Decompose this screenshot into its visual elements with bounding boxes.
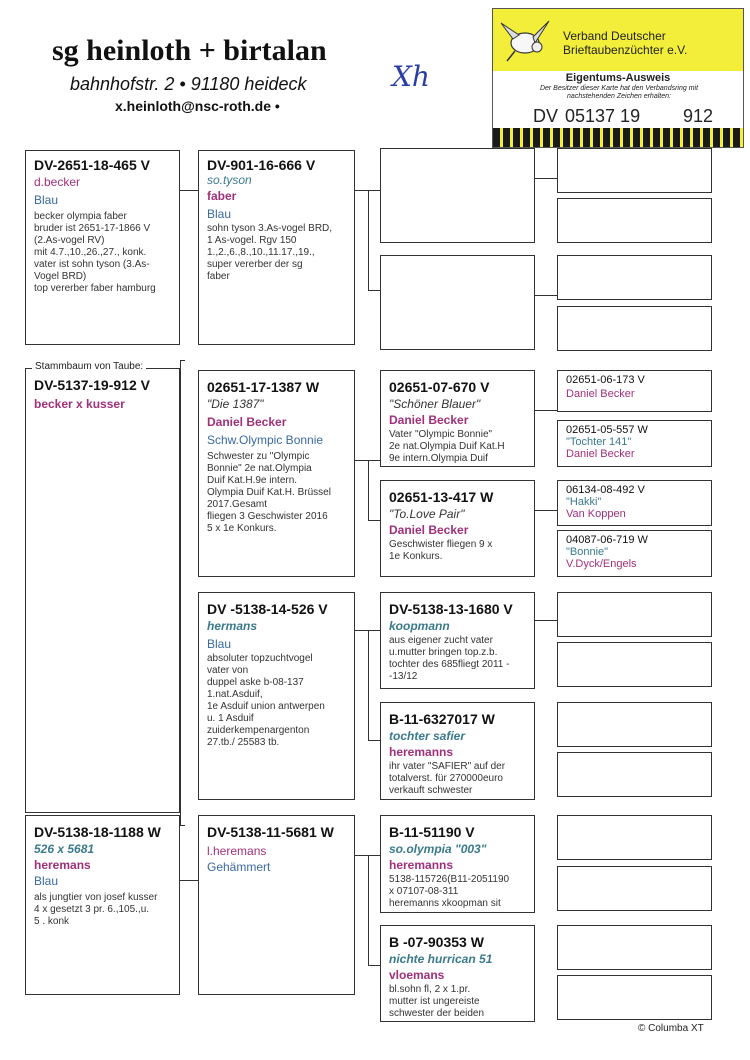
dam-sire-note: absoluter topzuchtvogel vater von duppel aske b-08-137 1.nat.Asduif, 1e Asduif union antwerpen u. 1 Asduif zuiderkempenargenton 27.tb./ 25583 tb. xyxy=(207,653,325,748)
g5-fmmf-owner: Van Koppen xyxy=(566,508,626,520)
dam-dam-owner: l.heremans xyxy=(207,844,267,858)
dam-owner: heremans xyxy=(34,858,91,872)
mf-dam-ring: B-11-6327017 W xyxy=(389,711,495,727)
mm-sire-owner: heremanns xyxy=(389,858,454,872)
g5-fmff-owner: Daniel Becker xyxy=(566,388,635,400)
mf-dam-note: ihr vater "SAFIER" auf der totalverst. für 270000euro verkauft schwester xyxy=(389,761,506,796)
g5-empty-7 xyxy=(557,702,712,747)
dam-sire-card xyxy=(198,592,355,800)
pedigree-label: Stammbaum von Taube: xyxy=(32,361,146,372)
g5-fmmf-name: "Hakki" xyxy=(566,496,602,508)
sire-dam-color: Schw.Olympic Bonnie xyxy=(207,433,324,447)
dam-dam-card xyxy=(198,815,355,995)
dam-name: 526 x 5681 xyxy=(34,842,95,856)
fm-dam-note: Geschwister fliegen 9 x 1e Konkurs. xyxy=(389,539,493,562)
footer-copyright: © Columba XT xyxy=(638,1023,704,1034)
mm-dam-note: bl.sohn fl, 2 x 1.pr. mutter ist ungereiste schwester der beiden xyxy=(389,984,485,1019)
fm-dam-name: "To.Love Pair" xyxy=(389,507,465,521)
mm-sire-note: 5138-115726(B11-2051190 x 07107-08-311 heremanns xkoopman sit xyxy=(389,874,510,909)
mf-dam-card xyxy=(380,702,535,800)
pigeon-logo xyxy=(499,15,551,65)
g5-empty-10 xyxy=(557,866,712,911)
g5-empty-2 xyxy=(557,198,712,243)
dam-dam-color: Gehämmert xyxy=(207,860,271,874)
g5-empty-9 xyxy=(557,815,712,860)
org-name-1: Verband Deutscher xyxy=(563,29,666,43)
mm-sire-ring: B-11-51190 V xyxy=(389,824,475,840)
card-ornament-band xyxy=(493,128,743,147)
sire-dam-note: Schwester zu "Olympic Bonnie" 2e nat.Olympia Duif Kat.H.9e intern. Olympia Duif Kat.H. Brüssel 2017.Gesamt fliegen 3 Geschwister 2016 5 x 1e Konkurs. xyxy=(207,451,331,534)
g5-fmfm-owner: Daniel Becker xyxy=(566,448,635,460)
dam-ring: DV-5138-18-1188 W xyxy=(34,824,161,840)
mm-sire-card xyxy=(380,815,535,913)
fm-dam-card xyxy=(380,480,535,577)
dam-dam-ring: DV-5138-11-5681 W xyxy=(207,824,334,840)
g5-fmmm-name: "Bonnie" xyxy=(566,546,609,558)
card-title: Eigentums-Ausweis xyxy=(565,72,671,84)
card-text: Der Besitzer dieser Karte hat den Verbandsring mit nachstehenden Zeichen erhalten: xyxy=(539,85,699,100)
fm-dam-owner: Daniel Becker xyxy=(389,523,469,537)
g5-empty-8 xyxy=(557,752,712,797)
fm-dam-ring: 02651-13-417 W xyxy=(389,489,494,505)
g5-fmmf-card xyxy=(557,480,712,526)
fm-sire-ring: 02651-07-670 V xyxy=(389,379,490,395)
sire-sire-note: sohn tyson 3.As-vogel BRD, 1 As-vogel. Rgv 150 1.,2.,6.,8.,10.,11.17.,19., super vererber der sg faber xyxy=(207,223,333,282)
sire-dam-card xyxy=(198,370,355,577)
g5-fmfm-name: "Tochter 141" xyxy=(566,436,632,448)
g5-empty-3 xyxy=(557,255,712,300)
g5-empty-4 xyxy=(557,306,712,351)
subject-card xyxy=(25,368,180,813)
dam-sire-color: Blau xyxy=(207,637,232,651)
mm-dam-name: nichte hurrican 51 xyxy=(389,952,493,966)
dam-sire-name: hermans xyxy=(207,619,258,633)
sire-dam-name: "Die 1387" xyxy=(207,397,264,411)
sire-dam-owner: Daniel Becker xyxy=(207,415,287,429)
g5-fmfm-card xyxy=(557,420,712,467)
sire-note: becker olympia faber bruder ist 2651-17-1866 V (2.As-vogel RV) mit 4.7.,10.,26.,27., konk. vater ist sohn tyson (3.As- Vogel BRD) top vererber faber hamburg xyxy=(34,211,156,294)
mf-dam-name: tochter safier xyxy=(389,729,466,743)
fm-sire-name: "Schöner Blauer" xyxy=(389,397,481,411)
subject-ring: DV-5137-19-912 V xyxy=(34,377,150,393)
g5-fmff-card xyxy=(557,370,712,412)
signature: Xh xyxy=(392,60,430,93)
breeder-title: sg heinloth + birtalan xyxy=(52,34,327,67)
g5-fmmf-ring: 06134-08-492 V xyxy=(566,484,645,496)
g5-empty-1 xyxy=(557,148,712,193)
breeder-email: x.heinloth@nsc-roth.de • xyxy=(115,98,280,114)
dam-color: Blau xyxy=(34,874,59,888)
subject-name: becker x kusser xyxy=(34,397,125,411)
sire-sire-card xyxy=(198,150,355,345)
mm-sire-name: so.olympia "003" xyxy=(389,842,487,856)
g5-fmff-ring: 02651-06-173 V xyxy=(566,374,645,386)
breeder-address: bahnhofstr. 2 • 91180 heideck xyxy=(70,74,307,94)
sire-owner: d.becker xyxy=(34,175,81,189)
g5-empty-6 xyxy=(557,642,712,687)
sire-sire-color: Blau xyxy=(207,207,232,221)
g5-fmmm-card xyxy=(557,530,712,577)
g5-fmmm-ring: 04087-06-719 W xyxy=(566,534,648,546)
mm-dam-ring: B -07-90353 W xyxy=(389,934,484,950)
sire-card xyxy=(25,150,180,345)
sire-color: Blau xyxy=(34,193,59,207)
card-ring-number: 05137 19 xyxy=(565,106,641,126)
ff-sire-empty xyxy=(380,148,535,243)
g5-empty-11 xyxy=(557,925,712,970)
fm-sire-note: Vater "Olympic Bonnie" 2e nat.Olympia Duif Kat.H 9e intern.Olympia Duif xyxy=(389,429,505,464)
mf-dam-owner: heremanns xyxy=(389,745,454,759)
card-ring-prefix: DV xyxy=(533,106,559,126)
dam-note: als jungtier von josef kusser 4 x gesetzt 3 pr. 6.,105.,u. 5 . konk xyxy=(34,892,158,927)
fm-sire-owner: Daniel Becker xyxy=(389,413,469,427)
dam-sire-ring: DV -5138-14-526 V xyxy=(207,601,328,617)
g5-empty-5 xyxy=(557,592,712,637)
dam-card xyxy=(25,815,180,995)
g5-empty-12 xyxy=(557,975,712,1020)
mf-sire-name: koopmann xyxy=(389,619,450,633)
card-ring-suffix: 912 xyxy=(683,106,714,126)
sire-sire-name: so.tyson xyxy=(207,173,252,187)
mf-sire-card xyxy=(380,592,535,689)
sire-dam-ring: 02651-17-1387 W xyxy=(207,379,320,395)
sire-sire-owner: faber xyxy=(207,189,237,203)
mf-sire-ring: DV-5138-13-1680 V xyxy=(389,601,513,617)
org-name-2: Brieftaubenzüchter e.V. xyxy=(563,43,688,57)
mf-sire-note: aus eigener zucht vater u.mutter bringen top.z.b. tochter des 685fliegt 2011 - -13/12 xyxy=(389,635,510,682)
g5-fmmm-owner: V.Dyck/Engels xyxy=(566,558,637,570)
mm-dam-owner: vloemans xyxy=(389,968,445,982)
sire-sire-ring: DV-901-16-666 V xyxy=(207,157,316,173)
mm-dam-card xyxy=(380,925,535,1022)
ff-dam-empty xyxy=(380,255,535,350)
fm-sire-card xyxy=(380,370,535,467)
sire-ring: DV-2651-18-465 V xyxy=(34,157,150,173)
ownership-card xyxy=(492,8,744,148)
g5-fmfm-ring: 02651-05-557 W xyxy=(566,424,648,436)
card-top-band xyxy=(493,9,743,71)
